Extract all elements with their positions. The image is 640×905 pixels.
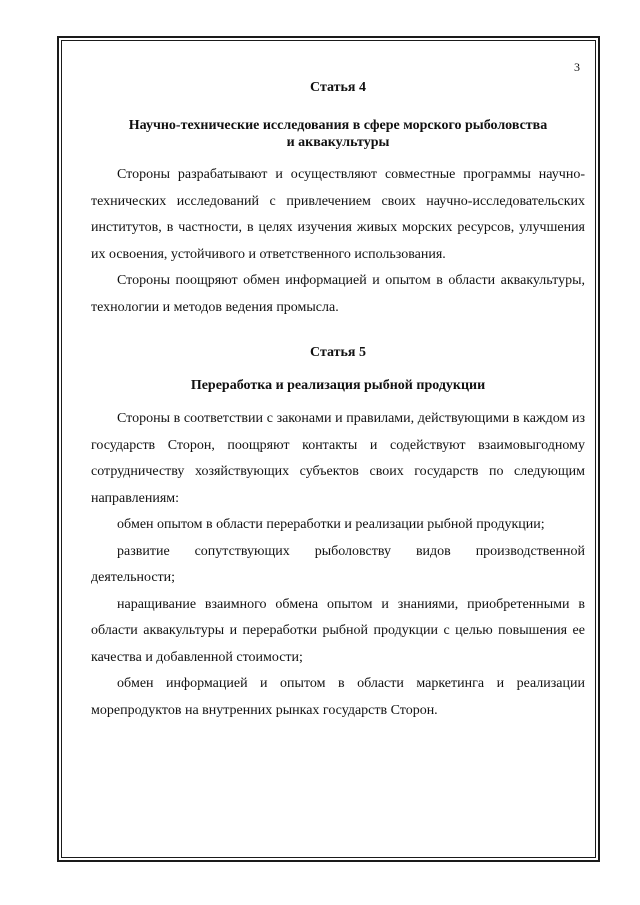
document-body xyxy=(91,78,585,724)
article-5-paragraph-4: наращивание взаимного обмена опытом и знаниями, приобретенными в области аквакультуры и переработки рыбной продукции с целью повышения ее качества и добавленной стоимости; xyxy=(91,596,585,665)
article-4-title-line-2: и аквакультуры xyxy=(286,135,390,150)
article-4-paragraph-2: Стороны поощряют обмен информацией и опытом в области аквакультуры, технологии и методов ведения промысла. xyxy=(91,273,585,315)
article-5 xyxy=(91,343,585,724)
article-5-paragraph-3: развитие сопутствующих рыболовству видов производственной деятельности; xyxy=(91,543,585,585)
article-5-heading: Статья 5 xyxy=(310,345,366,360)
article-5-title: Переработка и реализация рыбной продукции xyxy=(190,378,486,393)
article-5-paragraph-2: обмен опытом в области переработки и реализации рыбной продукции; xyxy=(117,517,545,532)
article-4 xyxy=(91,78,585,321)
article-4-heading: Статья 4 xyxy=(310,80,366,95)
article-4-title-line-1: Научно-технические исследования в сфере морского рыболовства xyxy=(128,118,548,133)
article-4-paragraph-1: Стороны разрабатывают и осуществляют совместные программы научно-технических исследований с привлечением своих научно-исследовательских институтов, в частности, в целях изучения живых морских ресурсов, улучшения их освоения, устойчивого и ответственного использования. xyxy=(91,167,585,262)
article-5-paragraph-5: обмен информацией и опытом в области маркетинга и реализации морепродуктов на внутренних рынках государств Сторон. xyxy=(91,676,585,718)
article-5-paragraph-1: Стороны в соответствии с законами и правилами, действующими в каждом из государств Сторон, поощряют контакты и содействуют взаимовыгодному сотрудничеству хозяйствующих субъектов своих государств по следующим направлениям: xyxy=(91,411,585,506)
page-number: 3 xyxy=(574,60,580,74)
